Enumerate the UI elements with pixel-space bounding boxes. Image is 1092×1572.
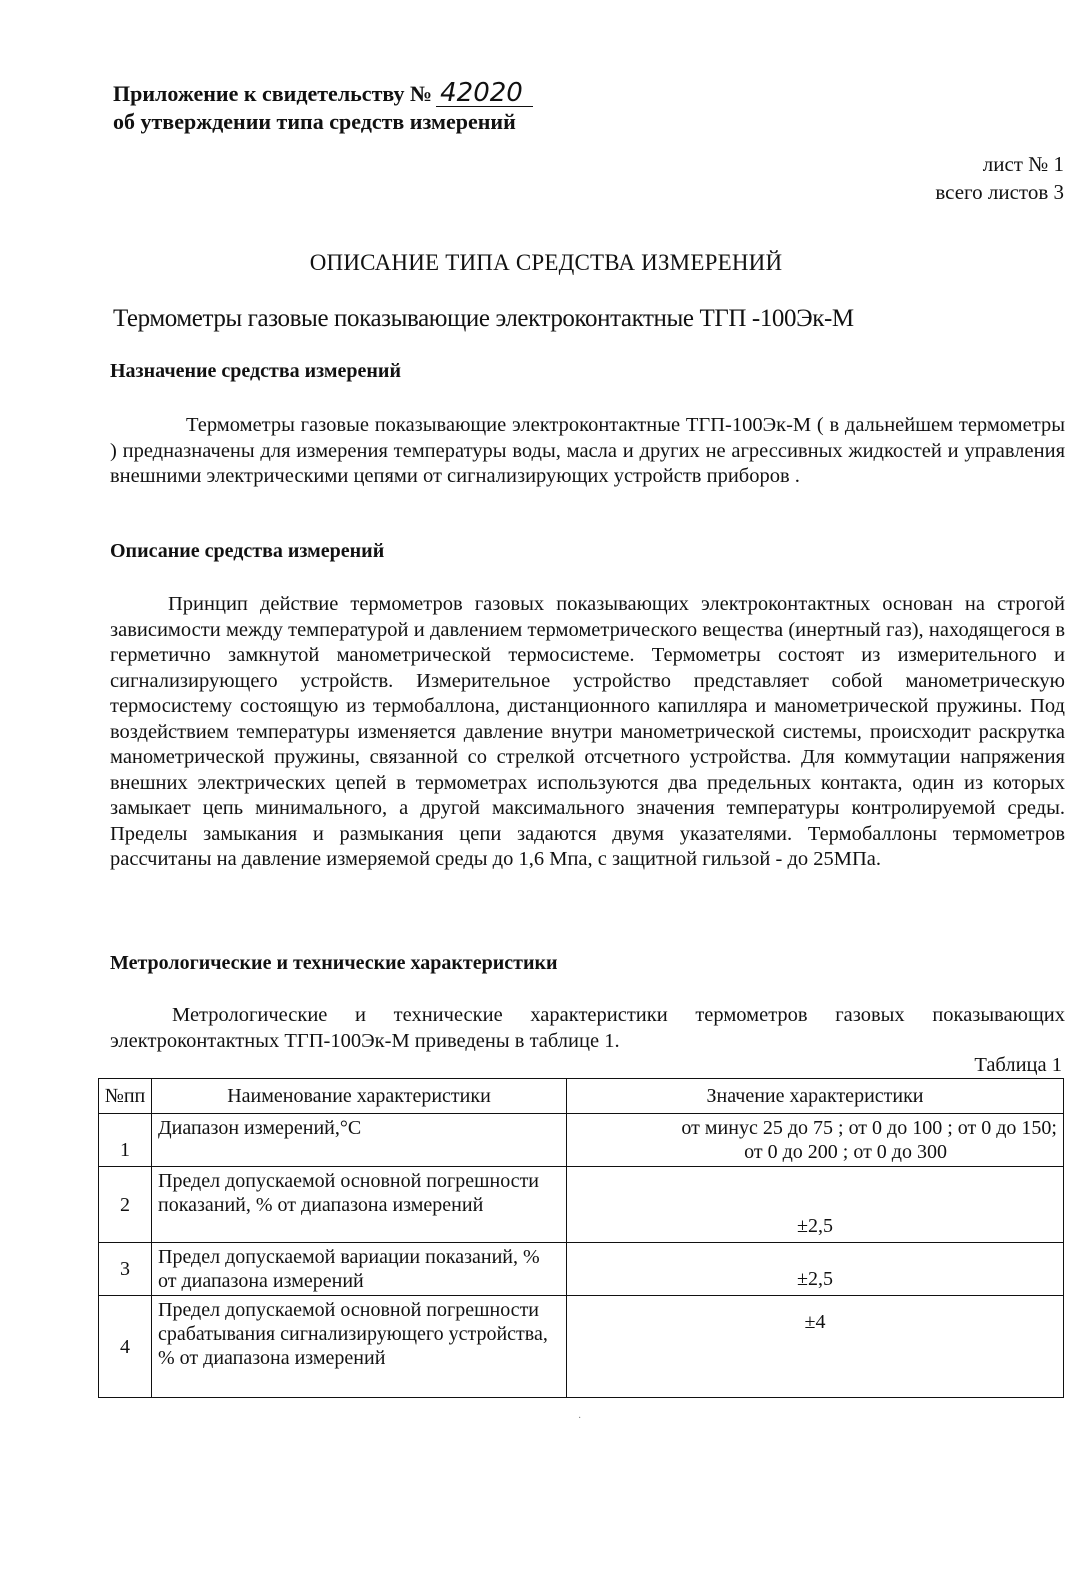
row-value-line-1: от минус 25 до 75 ; от 0 до 100 ; от 0 до 150; [681,1117,1057,1139]
row-value-line-2: от 0 до 200 ; от 0 до 300 [744,1141,947,1163]
row-number: 3 [99,1243,152,1296]
header-value: Значение характеристики [567,1079,1064,1114]
instrument-title: Термометры газовые показывающие электроконтактные ТГП -100Эк-М [113,305,854,332]
table-row [99,1114,1064,1167]
certificate-number: 42020 [436,80,533,107]
table-row [99,1296,1064,1398]
table-header-row [99,1079,1064,1114]
appendix-line-1 [113,80,533,108]
table-row [99,1243,1064,1296]
row-name: Диапазон измерений,°С [152,1114,567,1167]
appendix-header [113,80,533,136]
purpose-text: Термометры газовые показывающие электроконтактные ТГП-100Эк-М ( в дальнейшем термометры ) предназначены для измерения температуры воды, масла и других не агрессивных жидкостей и управления внешними электрическими цепями от сигнализирующих устройств приборов . [110,414,1065,487]
appendix-label: Приложение к свидетельству № [113,81,433,106]
table-row [99,1167,1064,1243]
sheet-number: лист № 1 [982,152,1064,176]
header-num: №пп [99,1079,152,1114]
row-value: ±4 [567,1296,1064,1398]
sheet-total: всего листов 3 [935,180,1064,204]
scan-speck: · [578,1413,582,1424]
row-value: ±2,5 [567,1243,1064,1296]
description-text: Принцип действие термометров газовых показывающих электроконтактных основан на строгой зависимости между температурой и давлением термометрического вещества (инертный газ), находящегося в герметично замкнутой манометрической термосистеме. Термометры состоят из измерительного и сигнализирующего устройств. Измерительное устройство представляет собой манометрическую термосистему состоящую из термобаллона, дистанционного капилляра и манометрической пружины. Под воздействием температуры изменяется давление внутри манометрической системы, происходит раскрутка манометрической пружины, связанной со стрелкой отсчетного устройства. Для коммутации напряжения внешних электрических цепей в термометрах используются два предельных контакта, один из которых замыкает цепь минимального, а другой максимального значения температуры контролируемой среды. Пределы замыкания и размыкания цепи задаются двумя указателями. Термобаллоны термометров рассчитаны на давление измеряемой среды до 1,6 Мпа, с защитной гильзой - до 25МПа. [110,593,1065,870]
metrology-text: Метрологические и технические характеристики термометров газовых показывающих электроконтактных ТГП-100Эк-М приведены в таблице 1. [110,1004,1065,1052]
row-number: 2 [99,1167,152,1243]
row-name: Предел допускаемой вариации показаний, % от диапазона измерений [152,1243,567,1296]
appendix-line-2: об утверждении типа средств измерений [113,109,516,134]
sheet-info [935,150,1064,206]
row-number: 1 [99,1114,152,1167]
characteristics-table [98,1078,1064,1398]
row-name: Предел допускаемой основной погрешности показаний, % от диапазона измерений [152,1167,567,1243]
purpose-heading: Назначение средства измерений [110,360,401,382]
document-title: ОПИСАНИЕ ТИПА СРЕДСТВА ИЗМЕРЕНИЙ [309,250,783,275]
table-caption: Таблица 1 [974,1054,1062,1076]
row-number: 4 [99,1296,152,1398]
metrology-heading: Метрологические и технические характеристики [110,952,558,974]
header-name: Наименование характеристики [152,1079,567,1114]
row-name: Предел допускаемой основной погрешности срабатывания сигнализирующего устройства, % от диапазона измерений [152,1296,567,1398]
row-value [567,1114,1064,1167]
description-heading: Описание средства измерений [110,540,385,562]
row-value: ±2,5 [567,1167,1064,1243]
